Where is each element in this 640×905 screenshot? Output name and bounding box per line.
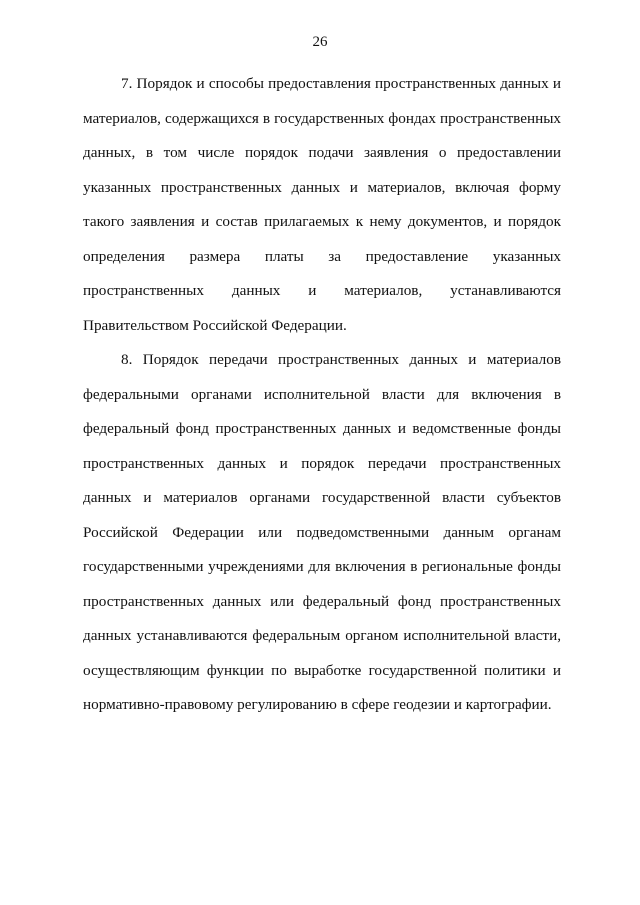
paragraph-7: 7. Порядок и способы предоставления пространственных данных и материалов, содержащихся в государственных фондах пространственных данных, в том числе порядок подачи заявления о предоставлении указанных пространственных данных и материалов, включая форму такого заявления и состав прилагаемых к нему документов, и порядок определения размера платы за предоставление указанных пространственных данных и материалов, устанавливаются Правительством Российской Федерации. [83,75,561,334]
document-body [83,67,561,723]
paragraph-8: 8. Порядок передачи пространственных данных и материалов федеральными органами исполнительной власти для включения в федеральный фонд пространственных данных и ведомственные фонды пространственных данных и порядок передачи пространственных данных и материалов органами государственной власти субъектов Российской Федерации или подведомственными данным органам государственными учреждениями для включения в региональные фонды пространственных данных или федеральный фонд пространственных данных устанавливаются федеральным органом исполнительной власти, осуществляющим функции по выработке государственной политики и нормативно-правовому регулированию в сфере геодезии и картографии. [83,351,561,713]
page-number: 26 [312,34,328,50]
